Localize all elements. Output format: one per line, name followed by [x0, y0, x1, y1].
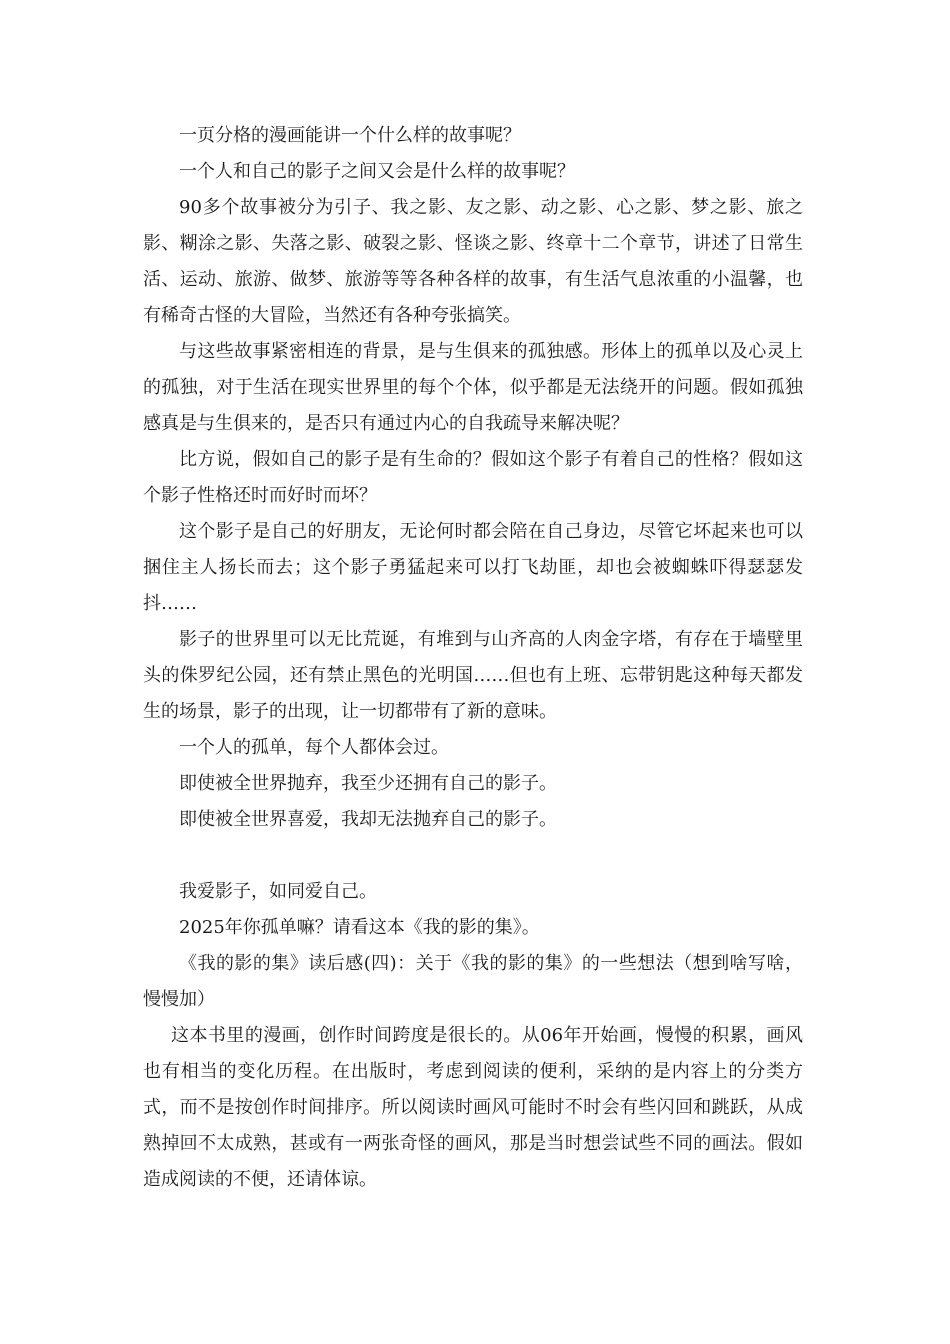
paragraph: 与这些故事紧密相连的背景，是与生俱来的孤独感。形体上的孤单以及心灵上的孤独，对于生活在现实世界里的每个个体，似乎都是无法绕开的问题。假如孤独感真是与生俱来的，是否只有通过内心的自我疏导来解决呢？ [143, 341, 803, 434]
document-page [143, 118, 803, 1198]
paragraph: 即使被全世界抛弃，我至少还拥有自己的影子。 [179, 773, 557, 794]
paragraph: 影子的世界里可以无比荒诞，有堆到与山齐高的人肉金字塔，有存在于墙壁里头的侏罗纪公园，还有禁止黑色的光明国……但也有上班、忘带钥匙这种每天都发生的场景，影子的出现，让一切都带有了新的意味。 [143, 629, 803, 722]
paragraph: 即使被全世界喜爱，我却无法抛弃自己的影子。 [179, 809, 557, 830]
section-heading: 《我的影的集》读后感(四)：关于《我的影的集》的一些想法（想到啥写啥，慢慢加） [143, 953, 803, 1010]
paragraph: 一页分格的漫画能讲一个什么样的故事呢？ [179, 125, 521, 146]
paragraph: 2025年你孤单嘛？请看这本《我的影的集》。 [179, 917, 540, 938]
paragraph: 我爱影子，如同爱自己。 [179, 881, 377, 902]
paragraph: 比方说，假如自己的影子是有生命的？假如这个影子有着自己的性格？假如这个影子性格还时而好时而坏？ [143, 449, 803, 506]
paragraph: 90多个故事被分为引子、我之影、友之影、动之影、心之影、梦之影、旅之影、糊涂之影、失落之影、破裂之影、怪谈之影、终章十二个章节，讲述了日常生活、运动、旅游、做梦、旅游等等各种各样的故事，有生活气息浓重的小温馨，也有稀奇古怪的大冒险，当然还有各种夸张搞笑。 [143, 197, 803, 326]
paragraph: 这个影子是自己的好朋友，无论何时都会陪在自己身边，尽管它坏起来也可以捆住主人扬长而去；这个影子勇猛起来可以打飞劫匪，却也会被蜘蛛吓得瑟瑟发抖…… [143, 521, 803, 614]
paragraph: 一个人和自己的影子之间又会是什么样的故事呢？ [179, 161, 575, 182]
blank-line [143, 838, 803, 874]
paragraph: 一个人的孤单，每个人都体会过。 [179, 737, 449, 758]
paragraph: 这本书里的漫画，创作时间跨度是很长的。从06年开始画，慢慢的积累，画风也有相当的变化历程。在出版时，考虑到阅读的便利，采纳的是内容上的分类方式，而不是按创作时间排序。所以阅读时画风可能时不时会有些闪回和跳跃，从成熟掉回不太成熟，甚或有一两张奇怪的画风，那是当时想尝试些不同的画法。假如造成阅读的不便，还请体谅。 [143, 1025, 803, 1190]
